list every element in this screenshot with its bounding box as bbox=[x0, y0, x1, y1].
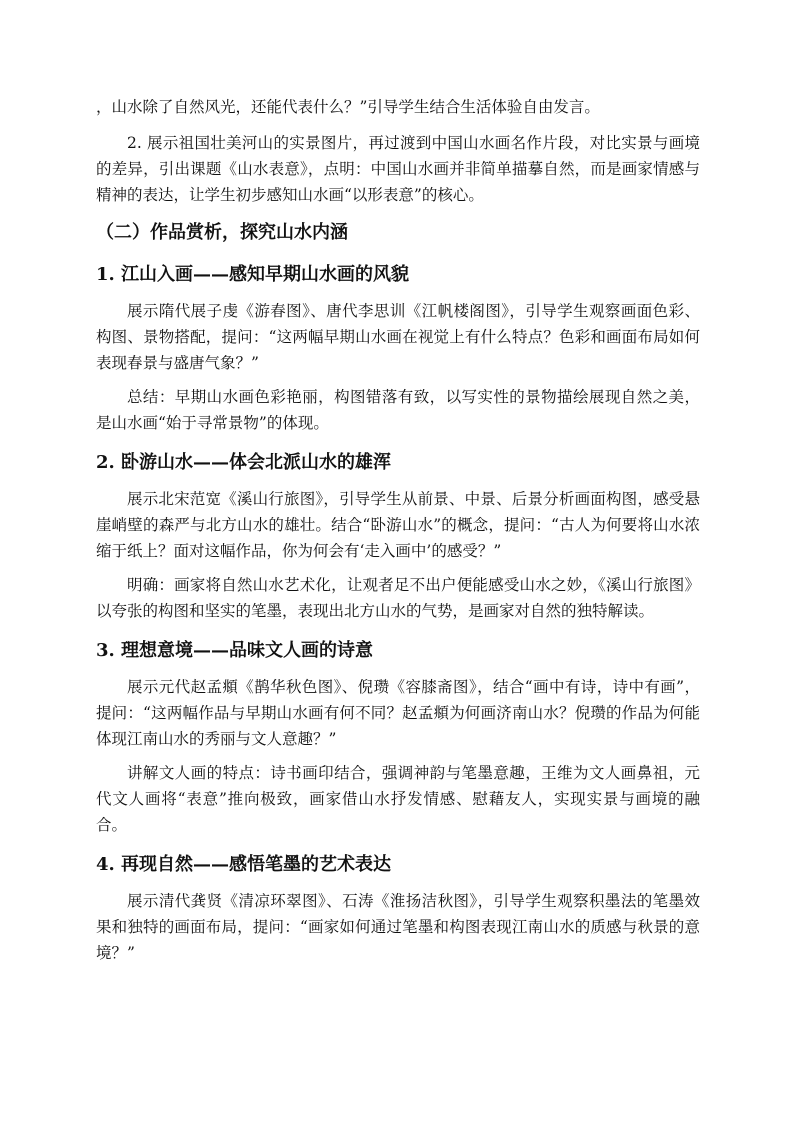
section-heading: （二）作品赏析，探究山水内涵 bbox=[96, 222, 348, 243]
subsection-4-paragraph-1: 展示清代龚贤《清凉环翠图》、石涛《淮扬洁秋图》，引导学生观察积墨法的笔墨效果和独特的画面布局，提问：“画家如何通过笔墨和构图表现江南山水的质感与秋景的意境？” bbox=[96, 892, 700, 962]
subsection-3-paragraph-1: 展示元代赵孟頫《鹊华秋色图》、倪瓒《容膝斋图》，结合“画中有诗，诗中有画”，提问：“这两幅作品与早期山水画有何不同？赵孟頫为何画济南山水？倪瓒的作品为何能体现江南山水的秀丽与文人意趣？” bbox=[96, 678, 700, 748]
subsection-2-paragraph-1: 展示北宋范宽《溪山行旅图》，引导学生从前景、中景、后景分析画面构图，感受悬崖峭壁的森严与北方山水的雄壮。结合“卧游山水”的概念，提问：“古人为何要将山水浓缩于纸上？面对这幅作品，你为何会有‘走入画中’的感受？” bbox=[96, 490, 700, 560]
intro-paragraph-1: ，山水除了自然风光，还能代表什么？”引导学生结合生活体验自由发言。 bbox=[96, 98, 600, 116]
subsection-3-paragraph-2: 讲解文人画的特点：诗书画印结合，强调神韵与笔墨意趣，王维为文人画鼻祖，元代文人画将“表意”推向极致，画家借山水抒发情感、慰藉友人，实现实景与画境的融合。 bbox=[96, 764, 700, 834]
intro-paragraph-2: 2. 展示祖国壮美河山的实景图片，再过渡到中国山水画名作片段，对比实景与画境的差异，引出课题《山水表意》，点明：中国山水画并非简单描摹自然，而是画家情感与精神的表达，让学生初步感知山水画“以形表意”的核心。 bbox=[96, 134, 700, 204]
subsection-1-paragraph-2: 总结：早期山水画色彩艳丽，构图错落有致，以写实性的景物描绘展现自然之美，是山水画“始于寻常景物”的体现。 bbox=[96, 388, 700, 432]
subsection-2-paragraph-2: 明确：画家将自然山水艺术化，让观者足不出户便能感受山水之妙，《溪山行旅图》以夸张的构图和坚实的笔墨，表现出北方山水的气势，是画家对自然的独特解读。 bbox=[96, 576, 700, 620]
subsection-1-title: 1. 江山入画——感知早期山水画的风貌 bbox=[96, 264, 410, 285]
subsection-3-title: 3. 理想意境——品味文人画的诗意 bbox=[96, 640, 374, 661]
page-content bbox=[96, 94, 700, 966]
subsection-4-title: 4. 再现自然——感悟笔墨的艺术表达 bbox=[96, 854, 392, 875]
subsection-2-title: 2. 卧游山水——体会北派山水的雄浑 bbox=[96, 452, 392, 473]
subsection-1-paragraph-1: 展示隋代展子虔《游春图》、唐代李思训《江帆楼阁图》，引导学生观察画面色彩、构图、景物搭配，提问：“这两幅早期山水画在视觉上有什么特点？色彩和画面布局如何表现春景与盛唐气象？” bbox=[96, 302, 700, 372]
